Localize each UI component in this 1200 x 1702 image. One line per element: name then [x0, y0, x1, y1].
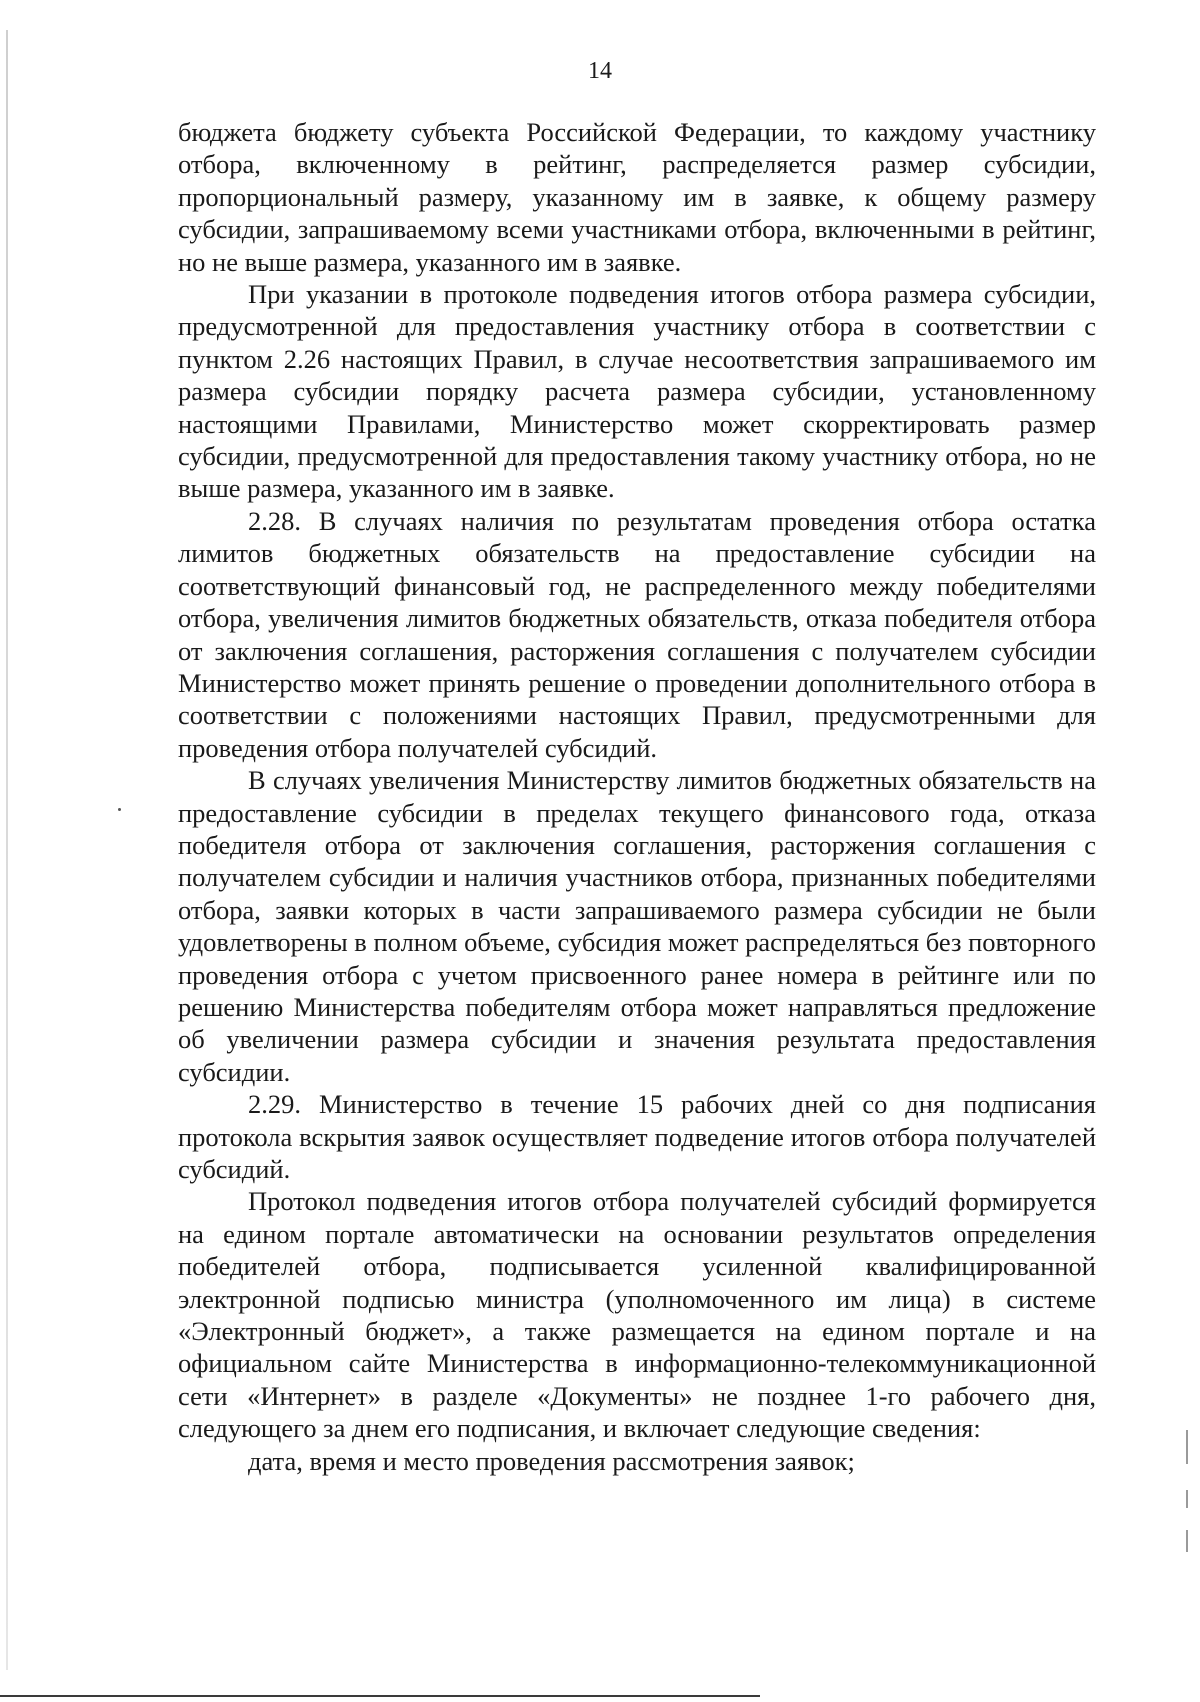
page-number: 14 — [588, 58, 612, 84]
scan-speck — [118, 808, 121, 811]
scan-bottom-edge — [0, 1695, 760, 1697]
paragraph-protocol: Протокол подведения итогов отбора получателей субсидий формируется на едином портале автоматически на основании результатов определения победителей отбора, подписывается усиленной квалифицированной электронной подписью министра (уполномоченного им лица) в системе «Электронный бюджет», а также размещается на едином портале и на официальном сайте Министерства в информационно-телекоммуникационной сети «Интернет» в разделе «Документы» не позднее 1-го рабочего дня, следующего за днем его подписания, и включает следующие сведения: — [178, 1186, 1096, 1444]
paragraph-2-29: 2.29. Министерство в течение 15 рабочих дней со дня подписания протокола вскрытия заявок осуществляет подведение итогов отбора получателей субсидий. — [178, 1089, 1096, 1184]
paragraph-2-28: 2.28. В случаях наличия по результатам проведения отбора остатка лимитов бюджетных обязательств на предоставление субсидии на соответствующий финансовый год, не распределенного между победителями отбора, увеличения лимитов бюджетных обязательств, отказа победителя отбора от заключения соглашения, расторжения соглашения с получателем субсидии Министерство может принять решение о проведении дополнительного отбора в соответствии с положениями настоящих Правил, предусмотренными для проведения отбора получателей субсидий. — [178, 505, 1096, 763]
paragraph-subsidy-correction: При указании в протоколе подведения итогов отбора размера субсидии, предусмотренной для предоставления участнику отбора в соответствии с пунктом 2.26 настоящих Правил, в случае несоответствия запрашиваемого им размера субсидии порядку расчета размера субсидии, установленному настоящими Правилами, Министерство может скорректировать размер субсидии, предусмотренной для предоставления такому участнику отбора, но не выше размера, указанного им в заявке. — [178, 279, 1096, 504]
document-body — [178, 116, 1096, 1477]
scan-left-edge — [6, 30, 8, 1670]
paragraph-list-item: дата, время и место проведения рассмотрения заявок; — [248, 1445, 855, 1476]
scan-right-mark — [1186, 1530, 1188, 1552]
scan-right-mark — [1186, 1490, 1188, 1508]
paragraph-limit-increase: В случаях увеличения Министерству лимитов бюджетных обязательств на предоставление субсидии в пределах текущего финансового года, отказа победителя отбора от заключения соглашения, расторжения соглашения с получателем субсидии и наличия участников отбора, признанных победителями отбора, заявки которых в части запрашиваемого размера субсидии не были удовлетворены в полном объеме, субсидия может распределяться без повторного проведения отбора с учетом присвоенного ранее номера в рейтинге или по решению Министерства победителям отбора может направляться предложение об увеличении размера субсидии и значения результата предоставления субсидии. — [178, 765, 1096, 1087]
scan-right-mark — [1186, 1430, 1188, 1464]
paragraph-continuation: бюджета бюджету субъекта Российской Федерации, то каждому участнику отбора, включенному в рейтинг, распределяется размер субсидии, пропорциональный размеру, указанному им в заявке, к общему размеру субсидии, запрашиваемому всеми участниками отбора, включенными в рейтинг, но не выше размера, указанного им в заявке. — [178, 117, 1096, 277]
